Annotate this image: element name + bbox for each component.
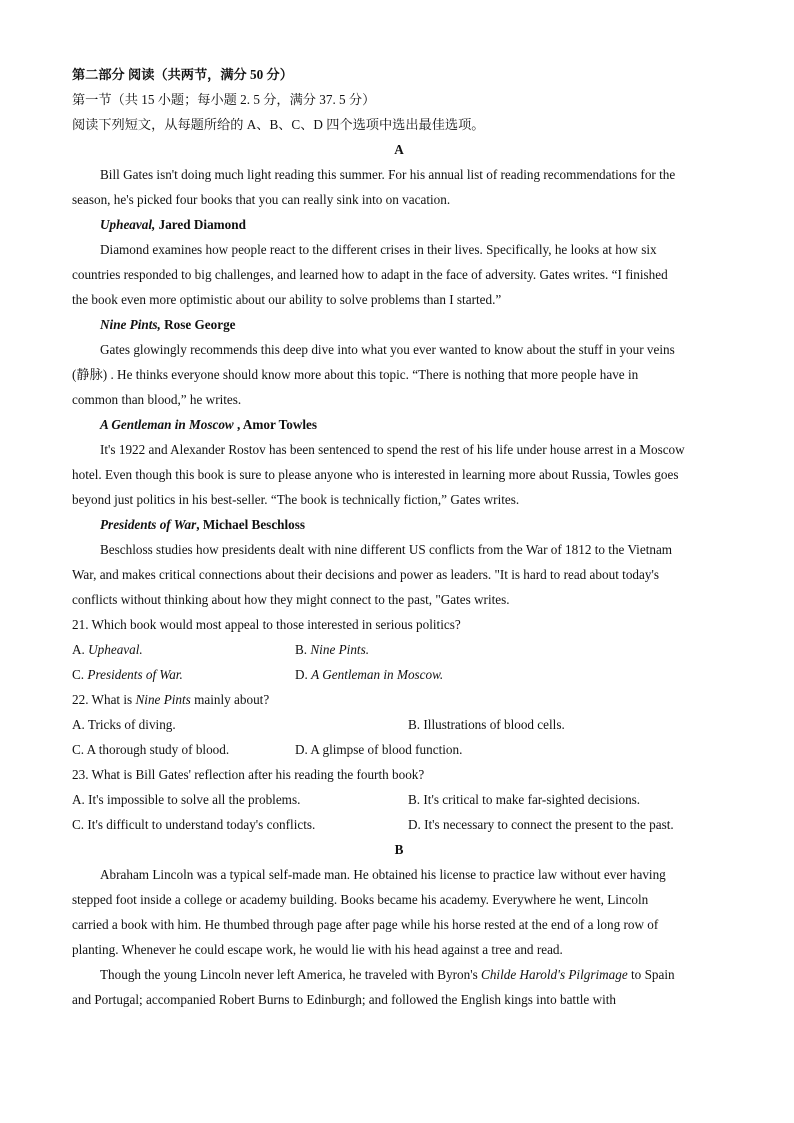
paragraph-line: carried a book with him. He thumbed through page after page while his horse rested at the end of a long row of [72,917,659,932]
option-b[interactable]: B. Illustrations of blood cells. [408,717,565,732]
paragraph-line: countries responded to big challenges, and learned how to adapt in the face of adversity. Gates writes. “I finished [72,267,668,282]
paragraph-line: conflicts without thinking about how they might connect to the past, "Gates writes. [72,592,510,607]
paragraph-line: hotel. Even though this book is sure to please anyone who is interested in learning more about Russia, Towles goes [72,467,679,482]
paragraph-line: the book even more optimistic about our ability to solve problems than I started.” [72,292,502,307]
paragraph-line: Abraham Lincoln was a typical self-made man. He obtained his license to practice law without ever having [100,867,666,882]
book-title: Presidents of War [100,517,197,532]
book-author: , Michael Beschloss [196,517,306,532]
paragraph-line: common than blood,” he writes. [72,392,242,407]
paragraph-line: stepped foot inside a college or academy building. Books became his academy. Everywhere he went, Lincoln [72,892,649,907]
book-heading [72,412,726,437]
option-b[interactable]: B. Nine Pints. [295,642,370,657]
option-c[interactable]: C. It's difficult to understand today's conflicts. [72,817,316,832]
paragraph-line: and Portugal; accompanied Robert Burns to Edinburgh; and followed the English kings into battle with [72,992,617,1007]
passage-a-label: A [394,142,404,157]
passage-a-intro-line: Bill Gates isn't doing much light reading this summer. For his annual list of reading recommendations for the [100,167,676,182]
paragraph-line: beyond just politics in his best-seller. “The book is technically fiction,” Gates writes. [72,492,520,507]
question-options-row [72,637,726,662]
book-heading [72,312,726,337]
question-stem: 21. Which book would most appeal to those interested in serious politics? [72,617,461,632]
paragraph-line: War, and makes critical connections about their decisions and power as leaders. "It is hard to read about today's [72,567,659,582]
paragraph-line: Beschloss studies how presidents dealt with nine different US conflicts from the War of 1812 to the Vietnam [100,542,673,557]
passage-b-label: B [394,842,404,857]
option-c[interactable]: C. Presidents of War. [72,667,183,682]
option-d[interactable]: D. A Gentleman in Moscow. [295,667,444,682]
exam-page [72,62,726,1012]
book-author: , Amor Towles [233,417,318,432]
book-author: Rose George [160,317,236,332]
option-a[interactable]: A. Upheaval. [72,642,143,657]
question-options-row [72,712,726,737]
instruction: 阅读下列短文，从每题所给的 A、B、C、D 四个选项中选出最佳选项。 [72,117,485,132]
book-title: Upheaval, [100,217,156,232]
question-options-row [72,787,726,812]
paragraph-line: (静脉) . He thinks everyone should know more about this topic. “There is nothing that more people have in [72,367,639,382]
book-heading [72,512,726,537]
paragraph-line: Though the young Lincoln never left America, he traveled with Byron's Childe Harold's Pilgrimage to Spain [100,967,675,982]
book-heading [72,212,726,237]
paragraph-line: It's 1922 and Alexander Rostov has been sentenced to spend the rest of his life under house arrest in a Moscow [100,442,685,457]
question-stem: 22. What is Nine Pints mainly about? [72,692,270,707]
paragraph-line: Gates glowingly recommends this deep dive into what you ever wanted to know about the stuff in your veins [100,342,675,357]
book-title: Nine Pints, [100,317,161,332]
option-a[interactable]: A. It's impossible to solve all the problems. [72,792,301,807]
question-stem: 23. What is Bill Gates' reflection after his reading the fourth book? [72,767,425,782]
question-options-row [72,662,726,687]
question-options-row [72,737,726,762]
section-title: 第一节（共 15 小题；每小题 2. 5 分，满分 37. 5 分） [72,92,376,107]
option-a[interactable]: A. Tricks of diving. [72,717,176,732]
question-options-row [72,812,726,837]
option-c[interactable]: C. A thorough study of blood. [72,742,230,757]
part-title: 第二部分 阅读（共两节，满分 50 分） [72,67,293,82]
option-d[interactable]: D. It's necessary to connect the present to the past. [408,817,674,832]
paragraph-line: planting. Whenever he could escape work, he would lie with his head against a tree and read. [72,942,563,957]
book-author: Jared Diamond [155,217,246,232]
option-b[interactable]: B. It's critical to make far-sighted decisions. [408,792,641,807]
passage-a-intro-line: season, he's picked four books that you can really sink into on vacation. [72,192,451,207]
paragraph-line: Diamond examines how people react to the different crises in their lives. Specifically, he looks at how six [100,242,657,257]
book-title: A Gentleman in Moscow [100,417,234,432]
option-d[interactable]: D. A glimpse of blood function. [295,742,463,757]
